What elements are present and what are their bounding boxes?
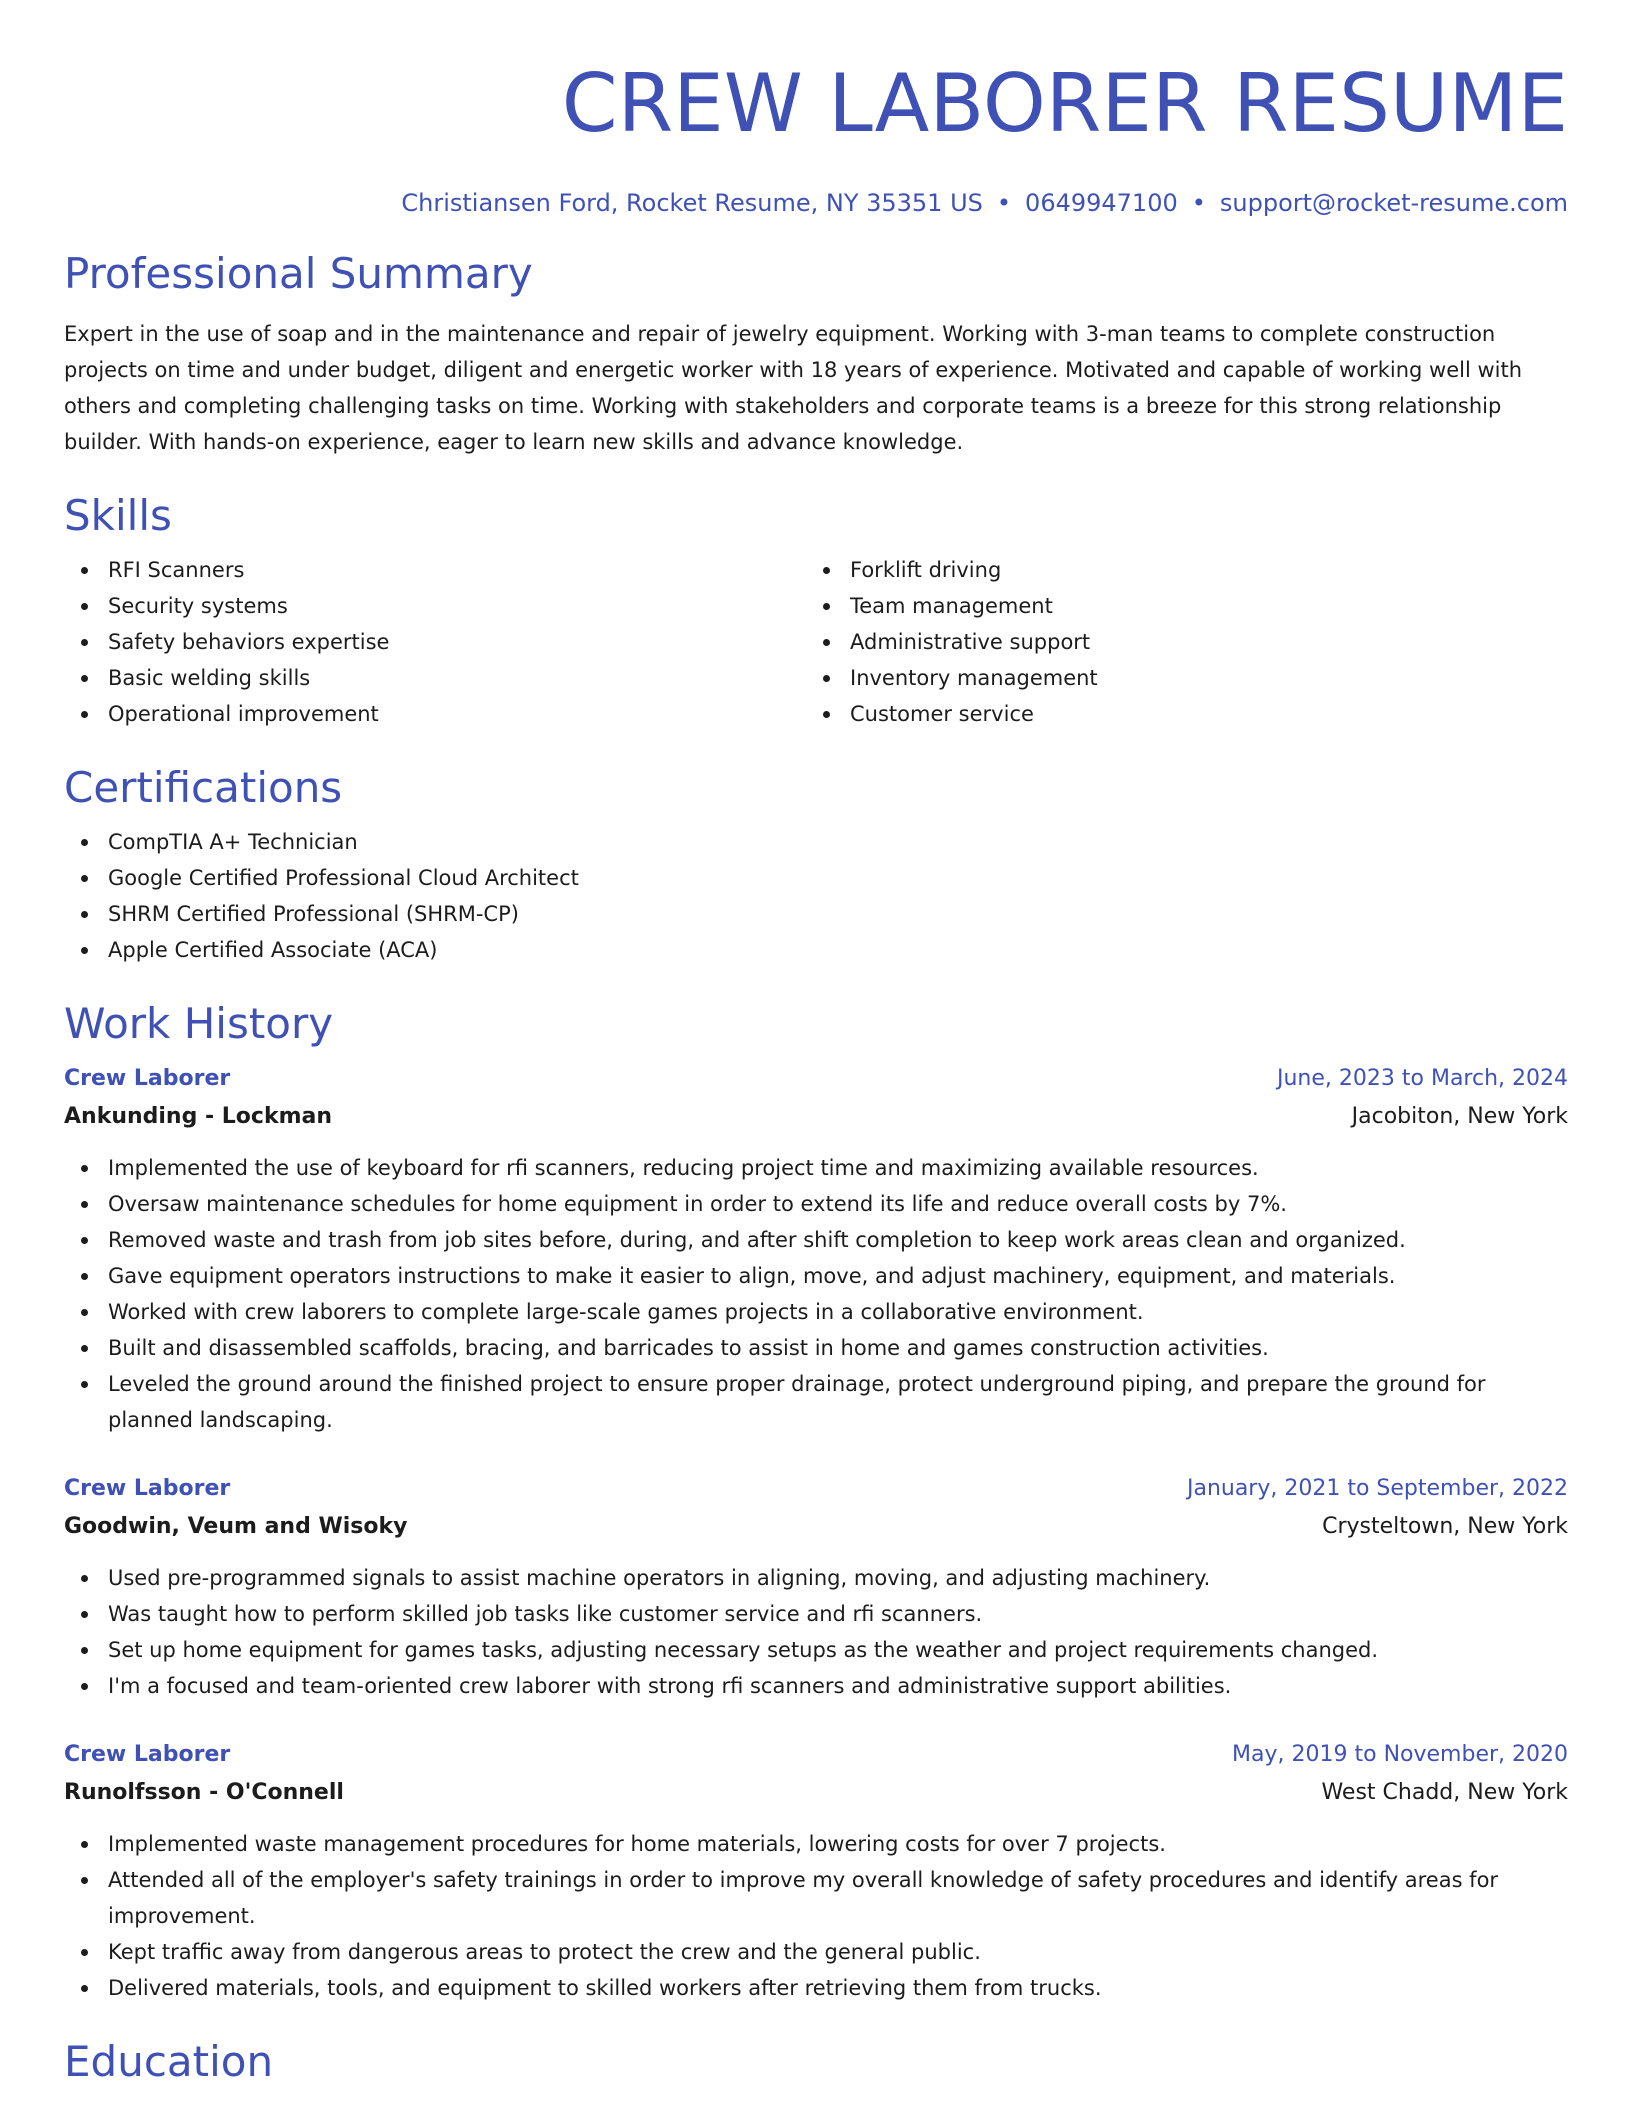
skill-item: Basic welding skills bbox=[64, 660, 806, 696]
professional-summary-section bbox=[64, 248, 1568, 460]
job-duty-item: Set up home equipment for games tasks, adjusting necessary setups as the weather and project requirements changed. bbox=[64, 1632, 1568, 1668]
job-duty-item: Gave equipment operators instructions to make it easier to align, move, and adjust machinery, equipment, and materials. bbox=[64, 1258, 1568, 1294]
job-title-row bbox=[64, 1470, 1568, 1508]
job-duty-item: Delivered materials, tools, and equipment to skilled workers after retrieving them from trucks. bbox=[64, 1970, 1568, 2006]
summary-text: Expert in the use of soap and in the maintenance and repair of jewelry equipment. Working with 3-man teams to complete construction projects on time and under budget, diligent and energetic worker with 18 years of experience. Motivated and capable of working well with others and completing challenging tasks on time. Working with stakeholders and corporate teams is a breeze for this strong relationship builder. With hands-on experience, eager to learn new skills and advance knowledge. bbox=[64, 322, 1523, 454]
certification-item: SHRM Certified Professional (SHRM-CP) bbox=[64, 896, 1568, 932]
skill-item: Customer service bbox=[806, 696, 1548, 732]
job-title: Crew Laborer bbox=[64, 1066, 231, 1091]
job-duties-list bbox=[64, 1560, 1568, 1704]
contact-separator: • bbox=[1191, 189, 1206, 217]
certifications-list bbox=[64, 824, 1568, 968]
skill-item: RFI Scanners bbox=[64, 552, 806, 588]
contact-email: support@rocket-resume.com bbox=[1219, 189, 1568, 217]
job-company: Runolfsson - O'Connell bbox=[64, 1780, 344, 1805]
job-duty-item: Attended all of the employer's safety trainings in order to improve my overall knowledge of safety procedures and identify areas for improvement. bbox=[64, 1862, 1568, 1934]
job-duty-item: Kept traffic away from dangerous areas to protect the crew and the general public. bbox=[64, 1934, 1568, 1970]
contact-address: Christiansen Ford, Rocket Resume, NY 35351 US bbox=[401, 189, 983, 217]
skill-item: Safety behaviors expertise bbox=[64, 624, 806, 660]
job-company-row bbox=[64, 1508, 1568, 1546]
job-location: Jacobiton, New York bbox=[1351, 1104, 1568, 1129]
certifications-section bbox=[64, 762, 1568, 968]
skills-column-left bbox=[64, 552, 806, 732]
skills-list-left bbox=[64, 552, 806, 732]
job-duty-item: Used pre-programmed signals to assist machine operators in aligning, moving, and adjusting machinery. bbox=[64, 1560, 1568, 1596]
job-title: Crew Laborer bbox=[64, 1742, 231, 1767]
certification-item: CompTIA A+ Technician bbox=[64, 824, 1568, 860]
job-entry bbox=[64, 1736, 1568, 2006]
skills-heading: Skills bbox=[64, 491, 172, 540]
job-company: Ankunding - Lockman bbox=[64, 1104, 333, 1129]
job-dates: January, 2021 to September, 2022 bbox=[1186, 1476, 1568, 1501]
skills-grid bbox=[64, 552, 1568, 732]
job-company-row bbox=[64, 1098, 1568, 1136]
job-entry bbox=[64, 1470, 1568, 1704]
work-history-section bbox=[64, 998, 1568, 2006]
job-duty-item: Implemented the use of keyboard for rfi scanners, reducing project time and maximizing available resources. bbox=[64, 1150, 1568, 1186]
contact-line bbox=[64, 188, 1568, 218]
job-duty-item: Removed waste and trash from job sites before, during, and after shift completion to keep work areas clean and organized. bbox=[64, 1222, 1568, 1258]
skill-item: Team management bbox=[806, 588, 1548, 624]
certifications-heading: Certifications bbox=[64, 763, 343, 812]
certification-item: Apple Certified Associate (ACA) bbox=[64, 932, 1568, 968]
job-duty-item: Implemented waste management procedures for home materials, lowering costs for over 7 projects. bbox=[64, 1826, 1568, 1862]
job-duties-list bbox=[64, 1826, 1568, 2006]
education-heading: Education bbox=[64, 2037, 274, 2086]
skill-item: Operational improvement bbox=[64, 696, 806, 732]
job-entry bbox=[64, 1060, 1568, 1438]
resume-title: CREW LABORER RESUME bbox=[561, 57, 1568, 150]
summary-heading: Professional Summary bbox=[64, 249, 533, 298]
job-location: Crysteltown, New York bbox=[1322, 1514, 1568, 1539]
job-duty-item: Built and disassembled scaffolds, bracing, and barricades to assist in home and games construction activities. bbox=[64, 1330, 1568, 1366]
job-duties-list bbox=[64, 1150, 1568, 1438]
skills-list-right bbox=[806, 552, 1548, 732]
resume-header bbox=[64, 0, 1568, 218]
skill-item: Security systems bbox=[64, 588, 806, 624]
contact-separator: • bbox=[996, 189, 1012, 217]
job-duty-item: Was taught how to perform skilled job tasks like customer service and rfi scanners. bbox=[64, 1596, 1568, 1632]
contact-phone: 0649947100 bbox=[1025, 189, 1178, 217]
work-history-heading: Work History bbox=[64, 999, 334, 1048]
job-title: Crew Laborer bbox=[64, 1476, 231, 1501]
certification-item: Google Certified Professional Cloud Architect bbox=[64, 860, 1568, 896]
job-company-row bbox=[64, 1774, 1568, 1812]
job-duty-item: I'm a focused and team-oriented crew laborer with strong rfi scanners and administrative support abilities. bbox=[64, 1668, 1568, 1704]
job-company: Goodwin, Veum and Wisoky bbox=[64, 1514, 408, 1539]
skill-item: Administrative support bbox=[806, 624, 1548, 660]
job-location: West Chadd, New York bbox=[1321, 1780, 1568, 1805]
job-dates: June, 2023 to March, 2024 bbox=[1277, 1066, 1568, 1091]
job-duty-item: Worked with crew laborers to complete large-scale games projects in a collaborative environment. bbox=[64, 1294, 1568, 1330]
job-title-row bbox=[64, 1736, 1568, 1774]
job-title-row bbox=[64, 1060, 1568, 1098]
education-section bbox=[64, 2036, 1568, 2088]
skill-item: Forklift driving bbox=[806, 552, 1548, 588]
job-duty-item: Leveled the ground around the finished project to ensure proper drainage, protect underground piping, and prepare the ground for planned landscaping. bbox=[64, 1366, 1568, 1438]
skills-section bbox=[64, 490, 1568, 732]
skill-item: Inventory management bbox=[806, 660, 1548, 696]
skills-column-right bbox=[806, 552, 1548, 732]
job-dates: May, 2019 to November, 2020 bbox=[1232, 1742, 1568, 1767]
job-duty-item: Oversaw maintenance schedules for home equipment in order to extend its life and reduce overall costs by 7%. bbox=[64, 1186, 1568, 1222]
resume-page bbox=[64, 0, 1568, 2088]
